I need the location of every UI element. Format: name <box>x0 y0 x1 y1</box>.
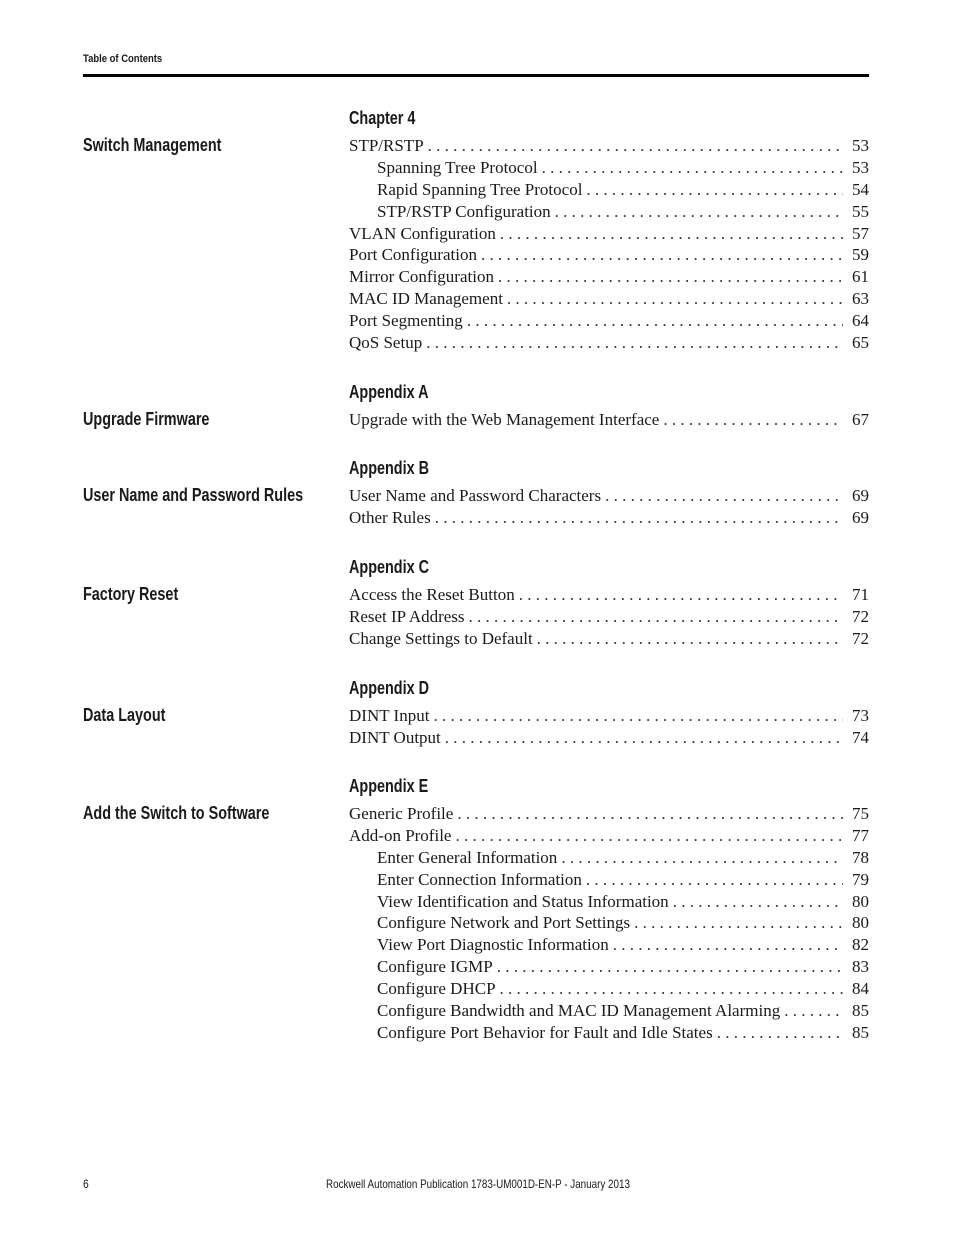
section-title: Switch Management <box>83 135 222 155</box>
toc-entry-page: 72 <box>852 606 869 626</box>
toc-entry[interactable] <box>349 244 869 266</box>
toc-entry-page: 63 <box>852 289 869 309</box>
toc-entry-title: Access the Reset Button <box>349 585 515 604</box>
toc-entry-title: VLAN Configuration <box>349 223 496 243</box>
dot-leader <box>613 934 843 956</box>
toc-entry-page: 75 <box>852 804 869 823</box>
toc-entry-page: 53 <box>852 157 869 177</box>
chapter-label: Appendix C <box>349 557 430 577</box>
toc-entry-list <box>349 803 869 1044</box>
section-title: Factory Reset <box>83 584 179 604</box>
toc-entry-title: DINT Input <box>349 706 430 725</box>
dot-leader <box>433 705 843 727</box>
toc-entry-page: 69 <box>852 507 869 527</box>
toc-entry-title: Enter Connection Information <box>377 869 582 889</box>
toc-entry-title: View Identification and Status Information <box>377 891 669 911</box>
toc-entry-title: Upgrade with the Web Management Interface <box>349 410 660 429</box>
toc-entry-page: 85 <box>852 1022 869 1042</box>
page-number: 6 <box>83 1177 89 1191</box>
toc-entry-title: Add-on Profile <box>349 825 452 845</box>
toc-entry[interactable] <box>349 409 869 431</box>
toc-entry[interactable] <box>349 584 869 606</box>
section-title: Data Layout <box>83 705 166 725</box>
toc-entry[interactable] <box>349 934 869 956</box>
toc-entry-page: 85 <box>852 1001 869 1021</box>
toc-entry[interactable] <box>349 223 869 245</box>
toc-entry-page: 69 <box>852 486 869 505</box>
toc-entry[interactable] <box>349 891 869 913</box>
toc-entry-title: Other Rules <box>349 507 431 527</box>
toc-entry-page: 65 <box>852 333 869 353</box>
dot-leader <box>507 288 843 310</box>
dot-leader <box>426 332 843 354</box>
toc-entry-title: Generic Profile <box>349 804 454 823</box>
dot-leader <box>497 956 843 978</box>
toc-entry-page: 57 <box>852 223 869 243</box>
toc-entry[interactable] <box>349 978 869 1000</box>
dot-leader <box>481 244 843 266</box>
toc-entry[interactable] <box>349 847 869 869</box>
toc-entry[interactable] <box>349 157 869 179</box>
running-header: Table of Contents <box>83 53 163 65</box>
dot-leader <box>519 584 843 606</box>
toc-entry[interactable] <box>349 310 869 332</box>
toc-entry-title: Spanning Tree Protocol <box>377 157 538 177</box>
toc-entry-list <box>349 135 869 354</box>
dot-leader <box>537 628 843 650</box>
dot-leader <box>428 135 843 157</box>
toc-entry[interactable] <box>349 825 869 847</box>
toc-entry-list <box>349 584 869 650</box>
chapter-label: Appendix A <box>349 382 429 402</box>
toc-entry-title: Configure DHCP <box>377 979 496 999</box>
dot-leader <box>717 1022 843 1044</box>
toc-entry-title: User Name and Password Characters <box>349 486 602 505</box>
chapter-label: Appendix D <box>349 678 430 698</box>
dot-leader <box>605 485 843 507</box>
toc-entry-page: 71 <box>852 585 869 604</box>
toc-entry-page: 72 <box>852 628 869 648</box>
toc-entry[interactable] <box>349 288 869 310</box>
toc-entry-title: Configure IGMP <box>377 957 493 977</box>
section-title: User Name and Password Rules <box>83 485 304 505</box>
toc-entry-page: 80 <box>852 913 869 933</box>
toc-entry-title: Port Configuration <box>349 245 477 265</box>
toc-entry-title: Configure Network and Port Settings <box>377 913 631 933</box>
dot-leader <box>634 912 843 934</box>
toc-entry[interactable] <box>349 1000 869 1022</box>
toc-entry-page: 83 <box>852 957 869 977</box>
dot-leader <box>435 507 843 529</box>
toc-entry[interactable] <box>349 727 869 749</box>
toc-entry[interactable] <box>349 869 869 891</box>
toc-entry[interactable] <box>349 135 869 157</box>
toc-entry-title: Change Settings to Default <box>349 628 533 648</box>
toc-entry-page: 84 <box>852 979 869 999</box>
toc-entry-list <box>349 409 869 431</box>
chapter-label: Appendix B <box>349 458 430 478</box>
toc-entry-title: QoS Setup <box>349 333 423 353</box>
dot-leader <box>498 266 843 288</box>
toc-entry-title: Port Segmenting <box>349 311 463 331</box>
chapter-label: Appendix E <box>349 776 429 796</box>
toc-entry[interactable] <box>349 803 869 825</box>
toc-entry[interactable] <box>349 956 869 978</box>
toc-entry-title: View Port Diagnostic Information <box>377 935 609 955</box>
toc-entry-title: MAC ID Management <box>349 289 503 309</box>
dot-leader <box>457 803 843 825</box>
toc-entry-list <box>349 705 869 749</box>
dot-leader <box>663 409 843 431</box>
toc-entry-page: 59 <box>852 245 869 265</box>
toc-entry-page: 78 <box>852 847 869 867</box>
dot-leader <box>586 869 843 891</box>
toc-entry-title: Enter General Information <box>377 847 558 867</box>
dot-leader <box>455 825 843 847</box>
toc-entry-title: Configure Bandwidth and MAC ID Management Alarming <box>377 1001 781 1021</box>
toc-entry-page: 80 <box>852 891 869 911</box>
toc-entry-title: Mirror Configuration <box>349 267 494 287</box>
toc-entry-title: STP/RSTP Configuration <box>377 201 551 221</box>
toc-entry[interactable] <box>349 628 869 650</box>
toc-entry-title: Configure Port Behavior for Fault and Idle States <box>377 1022 713 1042</box>
dot-leader <box>500 978 843 1000</box>
toc-entry[interactable] <box>349 705 869 727</box>
toc-entry-page: 67 <box>852 410 869 429</box>
toc-entry-page: 61 <box>852 267 869 287</box>
toc-entry[interactable] <box>349 201 869 223</box>
toc-entry[interactable] <box>349 1022 869 1044</box>
toc-entry-page: 74 <box>852 727 869 747</box>
toc-entry-title: Reset IP Address <box>349 606 465 626</box>
toc-entry-page: 79 <box>852 869 869 889</box>
dot-leader <box>542 157 843 179</box>
toc-entry[interactable] <box>349 912 869 934</box>
dot-leader <box>673 891 843 913</box>
toc-entry-page: 73 <box>852 706 869 725</box>
toc-entry[interactable] <box>349 266 869 288</box>
section-title: Add the Switch to Software <box>83 803 270 823</box>
dot-leader <box>469 606 843 628</box>
chapter-label: Chapter 4 <box>349 108 416 128</box>
toc-entry-page: 77 <box>852 825 869 845</box>
toc-entry[interactable] <box>349 332 869 354</box>
toc-entry-page: 53 <box>852 136 869 155</box>
dot-leader <box>586 179 843 201</box>
toc-entry-list <box>349 485 869 529</box>
toc-entry-title: STP/RSTP <box>349 136 424 155</box>
toc-entry-page: 82 <box>852 935 869 955</box>
toc-entry-page: 55 <box>852 201 869 221</box>
toc-entry-title: Rapid Spanning Tree Protocol <box>377 179 583 199</box>
publication-footer: Rockwell Automation Publication 1783-UM001D-EN-P - January 2013 <box>326 1177 630 1191</box>
dot-leader <box>500 223 843 245</box>
dot-leader <box>555 201 843 223</box>
dot-leader <box>561 847 843 869</box>
toc-entry[interactable] <box>349 507 869 529</box>
toc-entry[interactable] <box>349 485 869 507</box>
dot-leader <box>445 727 843 749</box>
toc-entry-page: 64 <box>852 311 869 331</box>
toc-entry[interactable] <box>349 606 869 628</box>
toc-entry[interactable] <box>349 179 869 201</box>
section-title: Upgrade Firmware <box>83 409 210 429</box>
dot-leader <box>467 310 843 332</box>
toc-entry-title: DINT Output <box>349 727 441 747</box>
toc-entry-page: 54 <box>852 179 869 199</box>
dot-leader <box>784 1000 843 1022</box>
